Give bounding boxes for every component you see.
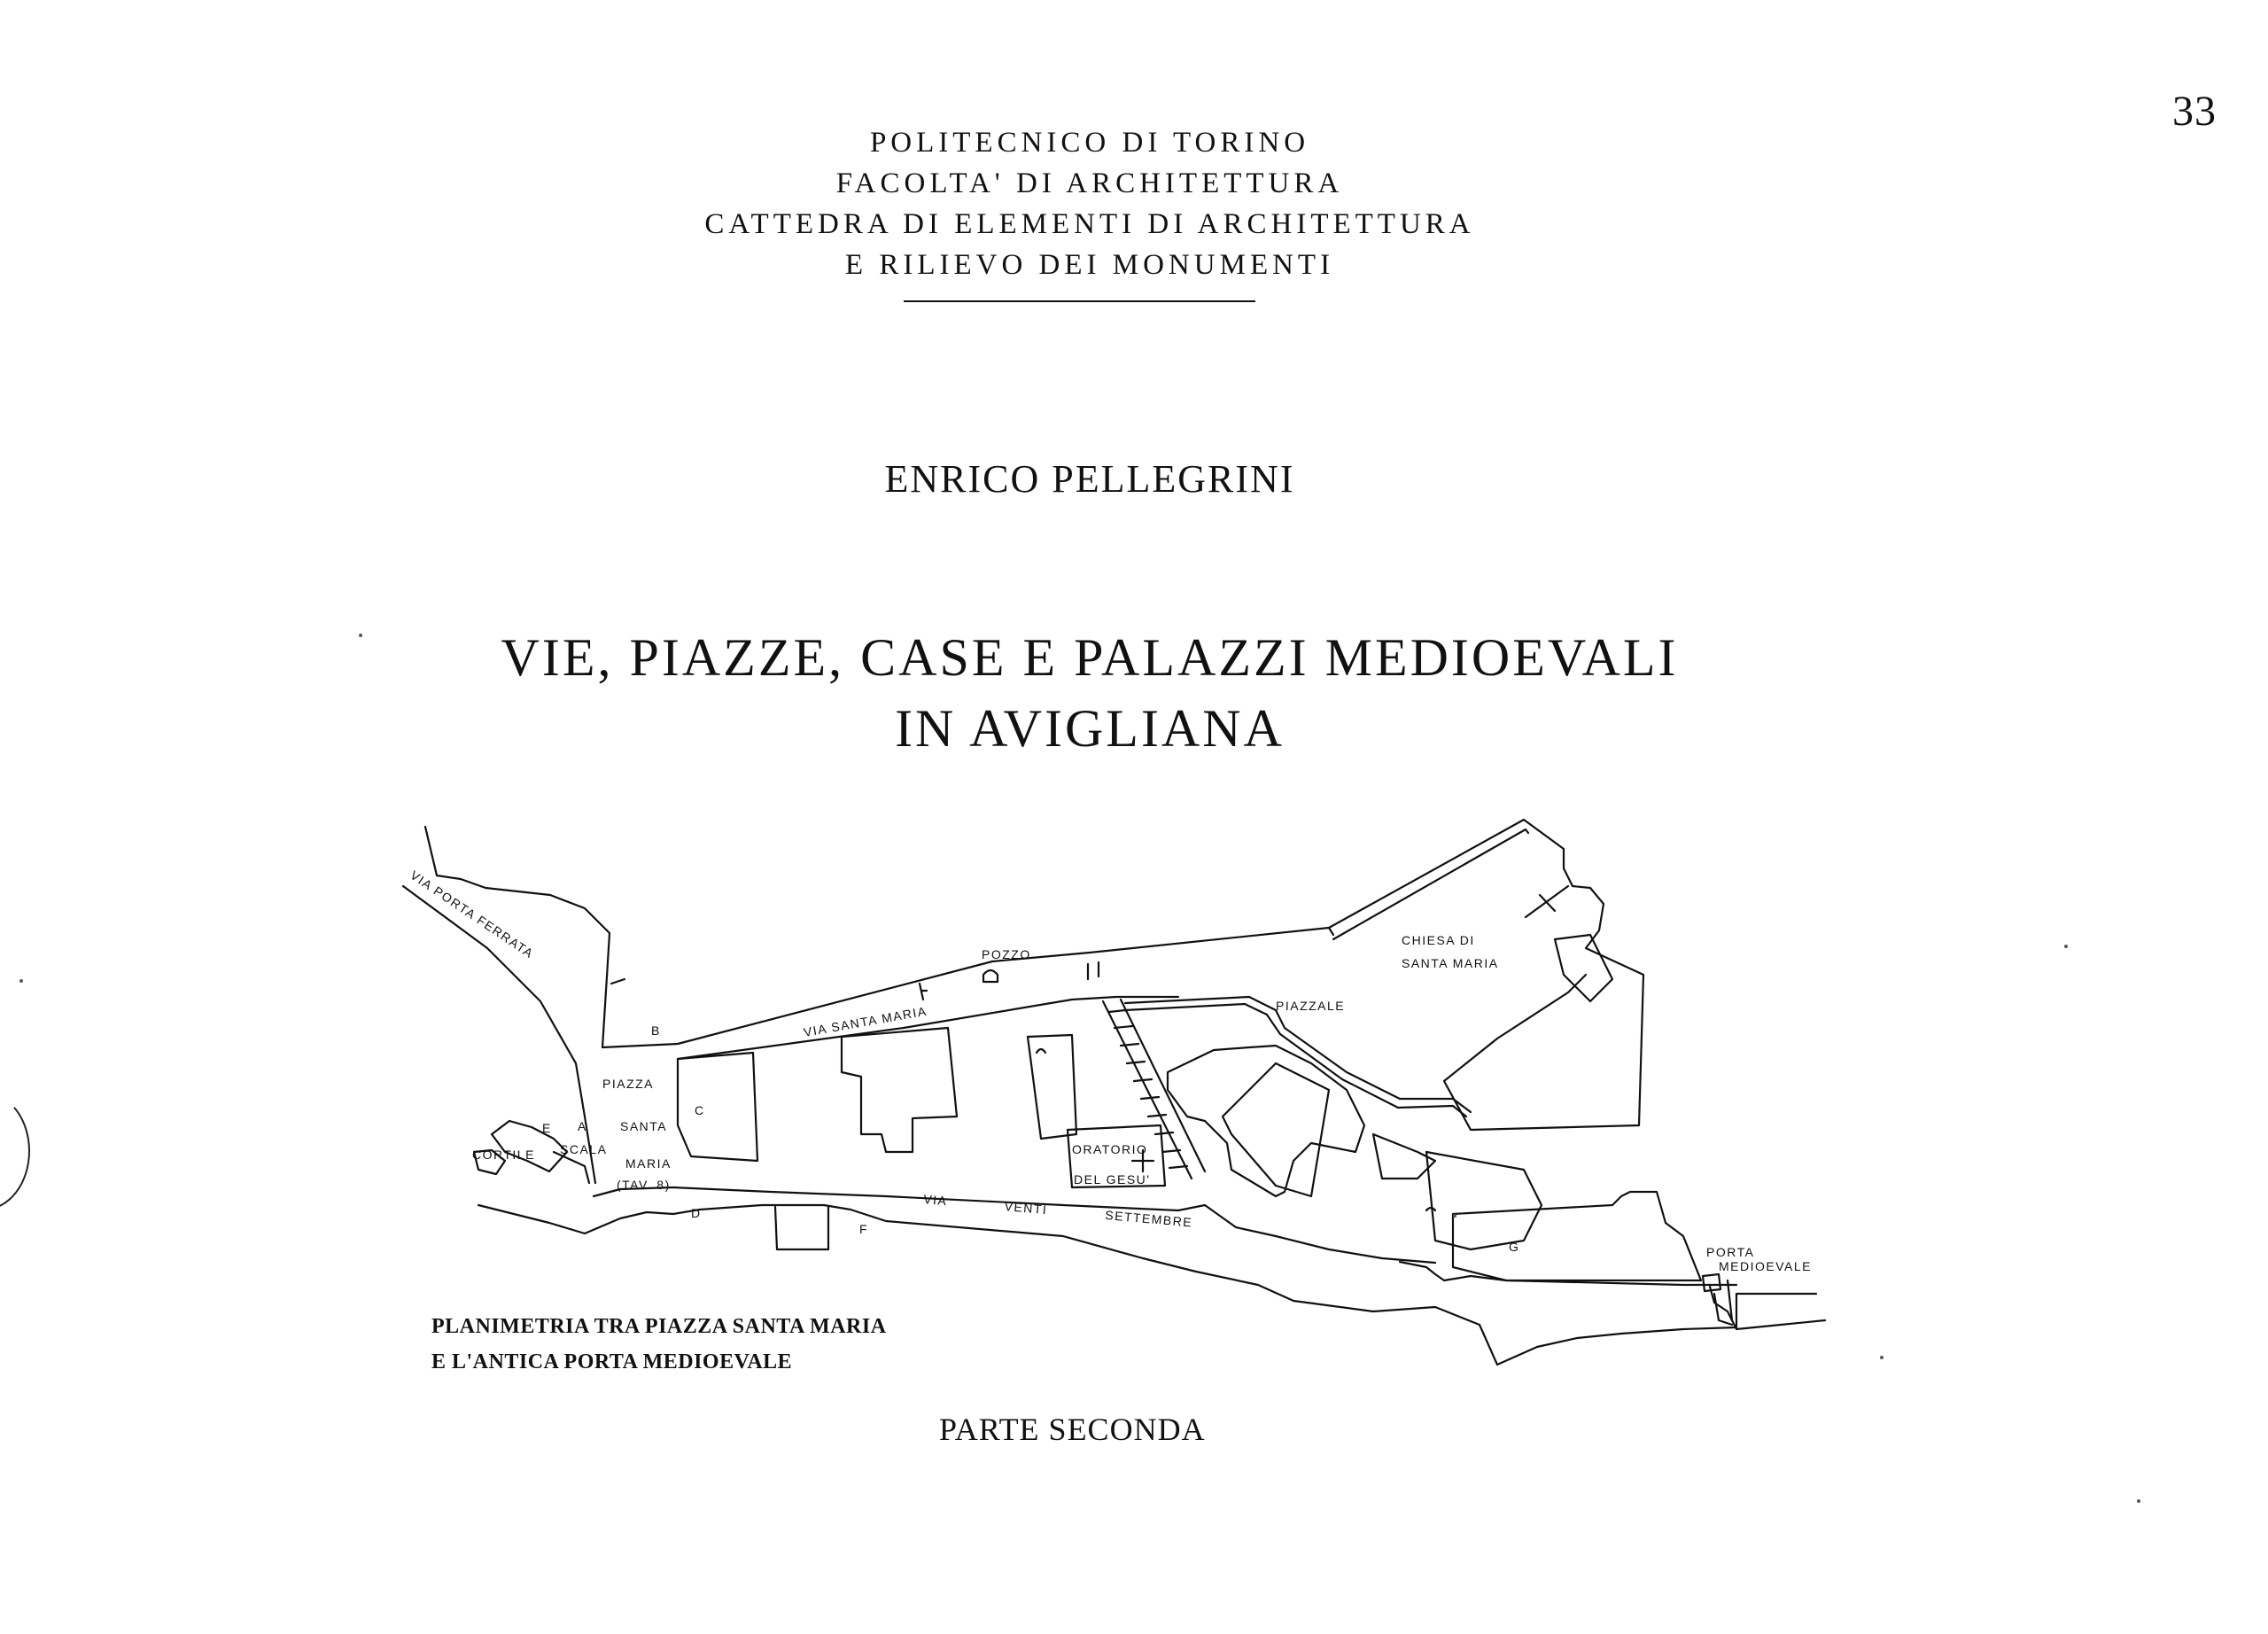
label-b: B	[651, 1023, 661, 1038]
label-chiesa-2: SANTA MARIA	[1402, 956, 1499, 970]
institution-line-3: CATTEDRA DI ELEMENTI DI ARCHITETTURA	[704, 208, 1475, 240]
plan-porta-medioevale	[1703, 1274, 1720, 1291]
plan-piazzale	[1125, 997, 1471, 1112]
label-piazzale: PIAZZALE	[1276, 999, 1346, 1013]
label-chiesa-1: CHIESA DI	[1402, 933, 1475, 947]
label-d: D	[691, 1206, 702, 1220]
label-santa: SANTA	[620, 1119, 668, 1133]
scan-speck	[19, 979, 23, 983]
plan-chiesa-outline	[1329, 820, 1643, 1130]
label-oratorio-2: DEL GESU'	[1074, 1172, 1151, 1187]
scan-speck	[1453, 1214, 1456, 1218]
caption-line-2: E L'ANTICA PORTA MEDIOEVALE	[431, 1350, 793, 1373]
author-name: ENRICO PELLEGRINI	[884, 457, 1295, 501]
plan-labels	[408, 868, 1812, 1273]
scan-speck	[2064, 945, 2068, 948]
plan-caption	[431, 1309, 887, 1380]
title-line-1: VIE, PIAZZE, CASE E PALAZZI MEDIOEVALI	[501, 628, 1679, 687]
label-cortile: CORTILE	[472, 1148, 535, 1162]
label-a: A	[578, 1119, 587, 1133]
plan-venti-settembre-north	[594, 1187, 1435, 1263]
label-via-santa-maria: VIA SANTA MARIA	[802, 1003, 928, 1039]
label-porta-2: MEDIOEVALE	[1719, 1259, 1812, 1273]
plan-block-courtyard	[1028, 1035, 1076, 1139]
page-number: 33	[2172, 88, 2217, 135]
caption-line-1: PLANIMETRIA TRA PIAZZA SANTA MARIA	[431, 1315, 887, 1338]
title-line-2: IN AVIGLIANA	[895, 699, 1285, 758]
label-via-venti-settembre: VIA VENTI SETTEMBRE	[922, 1192, 1193, 1230]
label-scala: SCALA	[560, 1142, 608, 1156]
institution-line-2: FACOLTA' DI ARCHITETTURA	[835, 167, 1344, 199]
scan-speck	[2137, 1499, 2140, 1503]
label-f: F	[859, 1222, 869, 1236]
label-porta-1: PORTA	[1706, 1245, 1755, 1259]
institution-line-4: E RILIEVO DEI MONUMENTI	[844, 249, 1335, 281]
plan-block-c	[678, 1053, 757, 1161]
plan-santa-maria-south	[678, 997, 1178, 1059]
plan-south-plot-f	[775, 1207, 828, 1249]
label-g: G	[1509, 1240, 1520, 1254]
label-e: E	[542, 1121, 552, 1135]
label-maria: MARIA	[625, 1156, 672, 1171]
plan-pozzo-marker	[983, 970, 998, 982]
plan-block-central	[842, 1028, 957, 1152]
label-tav: (TAV. 8)	[617, 1178, 671, 1192]
scan-speck	[359, 634, 362, 637]
label-via-porta-ferrata: VIA PORTA FERRATA	[408, 868, 537, 961]
label-c: C	[695, 1103, 705, 1117]
label-piazza: PIAZZA	[602, 1077, 655, 1091]
label-oratorio-1: ORATORIO	[1072, 1142, 1148, 1156]
part-heading: PARTE SECONDA	[939, 1412, 1206, 1447]
institution-line-1: POLITECNICO DI TORINO	[869, 127, 1310, 159]
label-pozzo: POZZO	[982, 947, 1031, 961]
scan-speck	[1880, 1356, 1884, 1359]
plan-block-g	[1453, 1192, 1701, 1280]
